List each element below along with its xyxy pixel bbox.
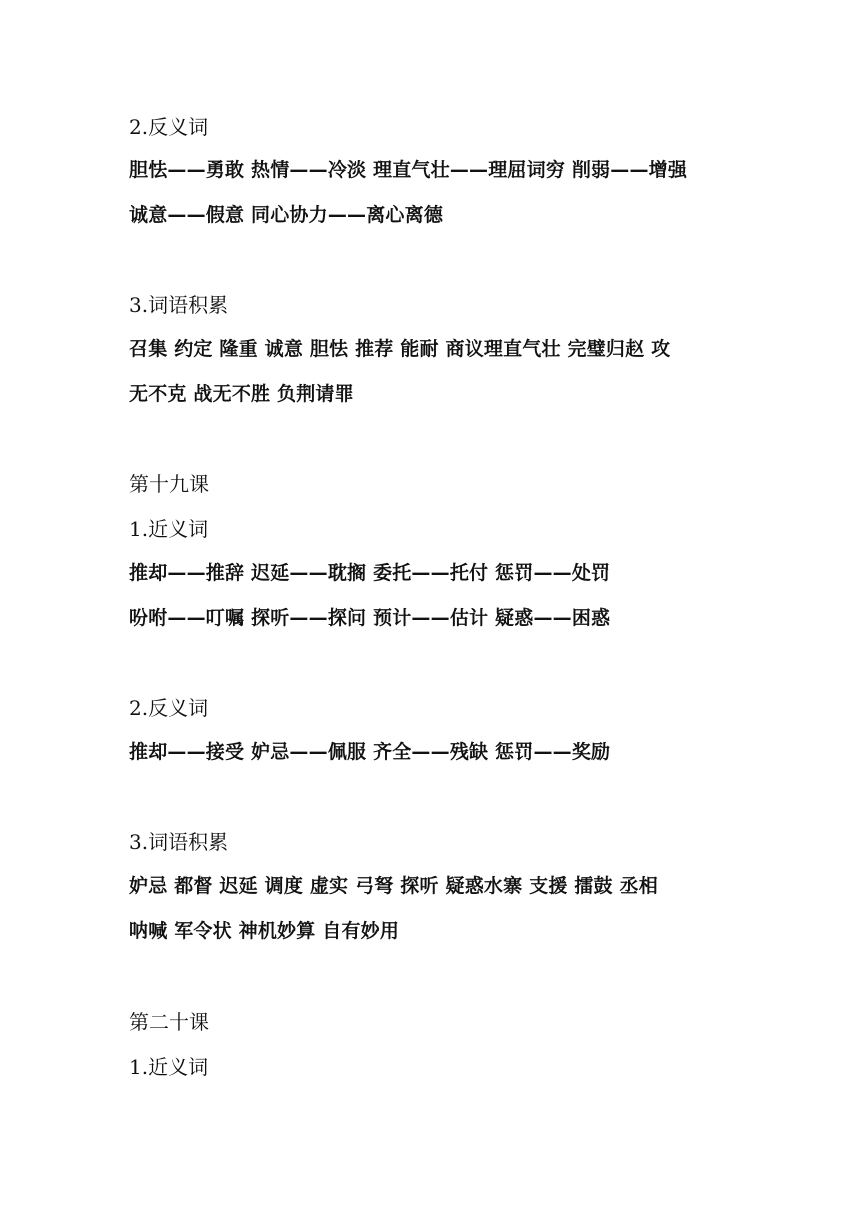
- lesson-title-20: 第二十课: [129, 1010, 209, 1034]
- antonym-pairs-line-2: 诚意——假意 同心协力——离心离德: [129, 204, 444, 226]
- antonym-pairs-line-1: 胆怯——勇敢 热情——冷淡 理直气壮——理屈词穷 削弱——增强: [129, 159, 688, 181]
- vocabulary-line-19-1: 妒忌 都督 迟延 调度 虚实 弓弩 探听 疑惑水寨 支援 擂鼓 丞相: [129, 875, 658, 897]
- vocabulary-line-1: 召集 约定 隆重 诚意 胆怯 推荐 能耐 商议理直气壮 完璧归赵 攻: [129, 338, 671, 360]
- synonym-pairs-line-1: 推却——推辞 迟延——耽搁 委托——托付 惩罚——处罚: [129, 562, 611, 584]
- synonym-pairs-line-2: 吩咐——叮嘱 探听——探问 预计——估计 疑惑——困惑: [129, 607, 611, 629]
- section-heading-vocabulary-19: 3.词语积累: [129, 830, 229, 854]
- lesson-title-19: 第十九课: [129, 472, 209, 496]
- section-heading-antonyms: 2.反义词: [129, 115, 209, 139]
- section-heading-antonyms-19: 2.反义词: [129, 696, 209, 720]
- vocabulary-line-19-2: 呐喊 军令状 神机妙算 自有妙用: [129, 920, 400, 942]
- section-heading-synonyms-20: 1.近义词: [129, 1055, 209, 1079]
- vocabulary-line-2: 无不克 战无不胜 负荆请罪: [129, 383, 354, 405]
- section-heading-synonyms: 1.近义词: [129, 517, 209, 541]
- antonym-pairs-line-19: 推却——接受 妒忌——佩服 齐全——残缺 惩罚——奖励: [129, 741, 611, 763]
- section-heading-vocabulary: 3.词语积累: [129, 293, 229, 317]
